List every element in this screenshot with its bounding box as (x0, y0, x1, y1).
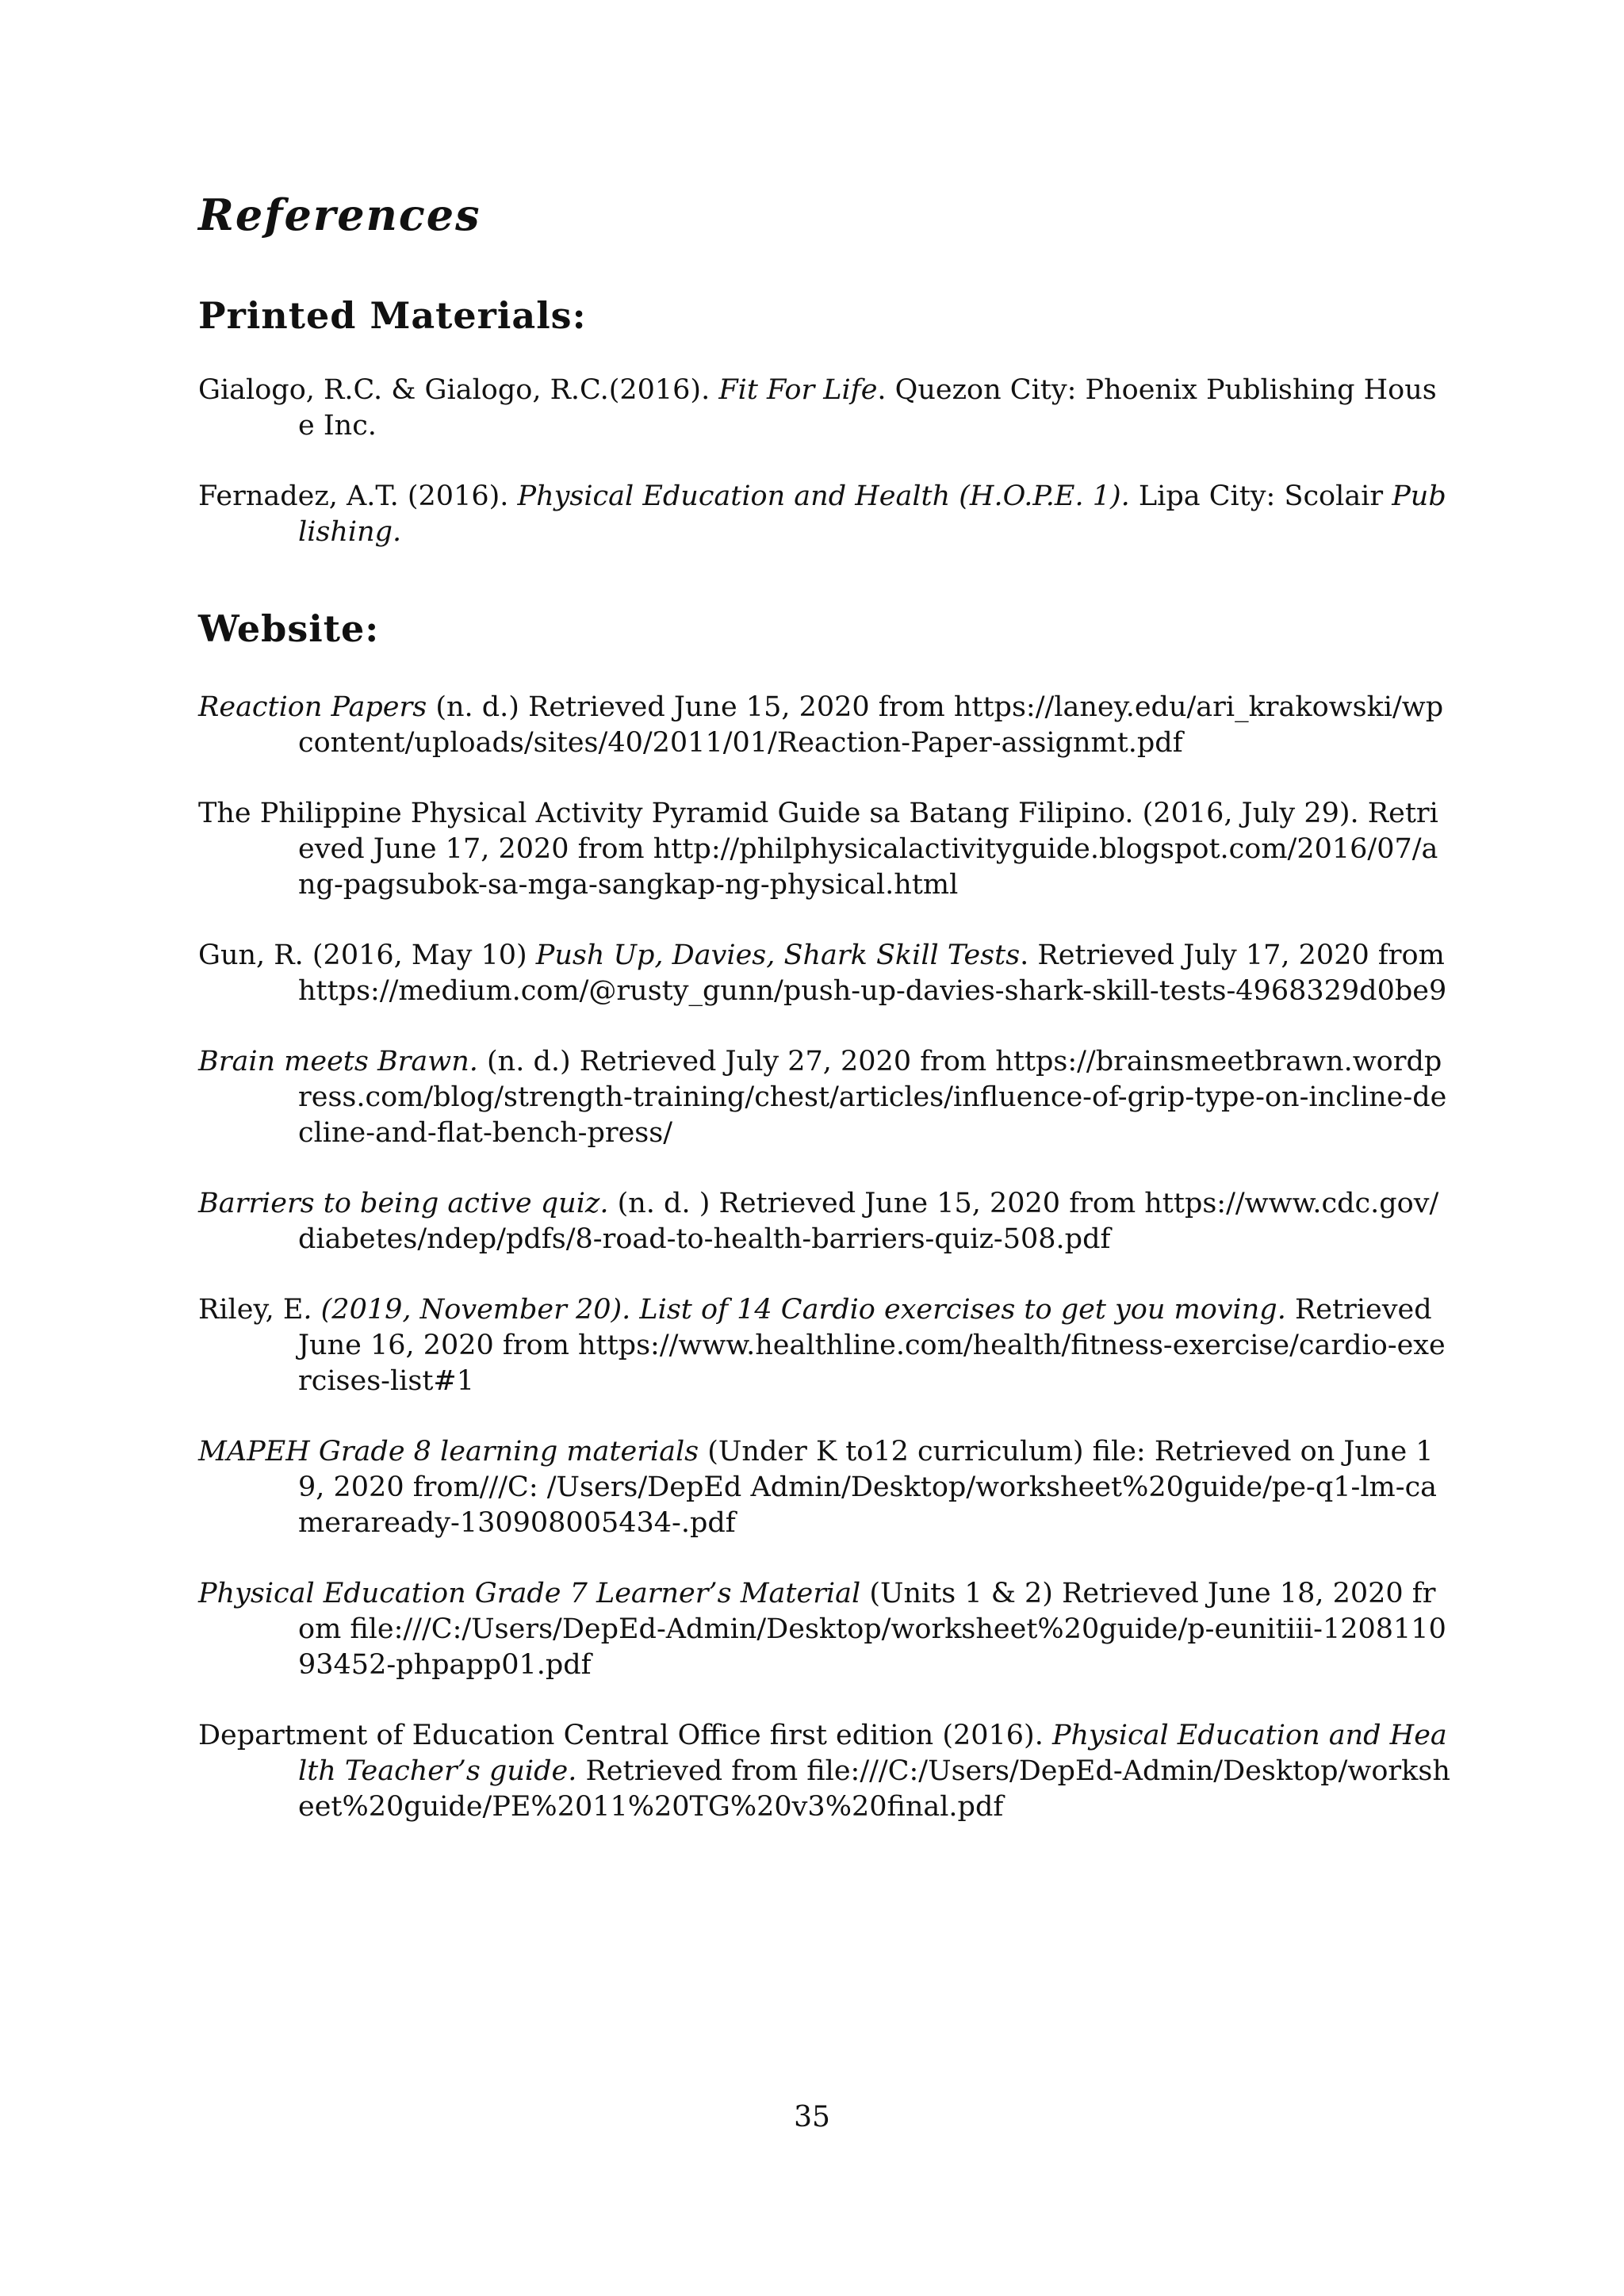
reference-entry: Reaction Papers (n. d.) Retrieved June 15, 2020 from https://laney.edu/ari_krakowski/wpcontent/uploads/sites/40/2011/01/Reaction-Paper-assignmt.pdf (198, 691, 1444, 759)
page-title: References (198, 189, 481, 240)
reference-entry: Riley, E. (2019, November 20). List of 14 Cardio exercises to get you moving. Retrieved June 16, 2020 from https://www.healthline.com/health/fitness-exercise/cardio-exercises-list#1 (198, 1294, 1446, 1397)
reference-entry: Brain meets Brawn. (n. d.) Retrieved July 27, 2020 from https://brainsmeetbrawn.wordpress.com/blog/strength-training/chest/articles/influence-of-grip-type-on-incline-decline-and-flat-bench-press/ (198, 1046, 1447, 1149)
reference-entry: Gun, R. (2016, May 10) Push Up, Davies, Shark Skill Tests. Retrieved July 17, 2020 from https://medium.com/@rusty_gunn/push-up-davies-shark-skill-tests-4968329d0be9 (198, 939, 1447, 1007)
reference-entry: Department of Education Central Office first edition (2016). Physical Education and Health Teacher’s guide. Retrieved from file:///C:/Users/DepEd-Admin/Desktop/worksheet%20guide/PE%2011%20TG%20v3%20final.pdf (198, 1720, 1450, 1823)
website-heading: Website: (198, 607, 380, 650)
printed-materials-list (198, 373, 1451, 585)
reference-entry: MAPEH Grade 8 learning materials (Under K to12 curriculum) file: Retrieved on June 19, 2020 from///C: /Users/DepEd Admin/Desktop/worksheet%20guide/pe-q1-lm-cameraready-130908005434-.pdf (198, 1436, 1438, 1539)
reference-entry: Gialogo, R.C. & Gialogo, R.C.(2016). Fit For Life. Quezon City: Phoenix Publishing House Inc. (198, 374, 1437, 442)
reference-entry: Physical Education Grade 7 Learner’s Material (Units 1 & 2) Retrieved June 18, 2020 from file:///C:/Users/DepEd-Admin/Desktop/worksheet%20guide/p-eunitiii-120811093452-phpapp01.pdf (198, 1578, 1446, 1681)
reference-entry: The Philippine Physical Activity Pyramid Guide sa Batang Filipino. (2016, July 29). Retrieved June 17, 2020 from http://philphysicalactivityguide.blogspot.com/2016/07/ang-pagsubok-sa-mga-sangkap-ng-physical.html (198, 798, 1438, 901)
reference-entry: Barriers to being active quiz. (n. d. ) Retrieved June 15, 2020 from https://www.cdc.gov/diabetes/ndep/pdfs/8-road-to-health-barriers-quiz-508.pdf (198, 1188, 1439, 1255)
page-number: 35 (794, 2101, 830, 2133)
reference-entry: Fernadez, A.T. (2016). Physical Education and Health (H.O.P.E. 1). Lipa City: Scolair Publishing. (198, 480, 1446, 548)
website-list (198, 690, 1451, 1860)
printed-materials-heading: Printed Materials: (198, 294, 587, 337)
